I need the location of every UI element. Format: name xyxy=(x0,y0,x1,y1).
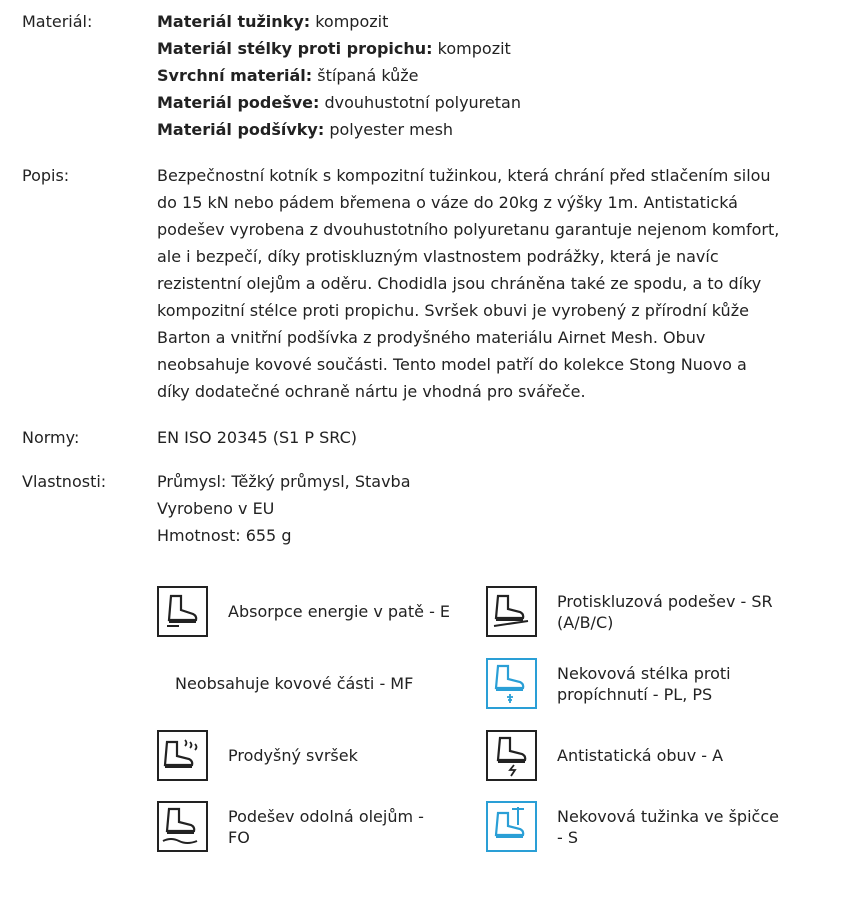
description-line: Bezpečnostní kotník s kompozitní tužinkou, která chrání před stlačením silou xyxy=(157,166,771,185)
boot-heel-icon xyxy=(157,586,208,637)
boot-slip-icon xyxy=(486,586,537,637)
feature-label: Absorpce energie v patě - E xyxy=(228,602,451,621)
feature-label: propíchnutí - PL, PS xyxy=(557,684,713,704)
property-line: Průmysl: Těžký průmysl, Stavba xyxy=(157,472,411,491)
spec-properties xyxy=(22,468,822,549)
feature-label: (A/B/C) xyxy=(557,612,614,632)
feature-label: Neobsahuje kovové části - MF xyxy=(175,674,414,693)
description-line: díky dodatečné ochraně nártu je vhodná pro svářeče. xyxy=(157,382,586,401)
spec-material xyxy=(22,8,822,143)
description-line: podešev vyrobena z dvouhustotního polyuretanu garantuje nejenom komfort, xyxy=(157,220,780,239)
spec-value-norms: EN ISO 20345 (S1 P SRC) xyxy=(157,428,357,447)
spec-label-norms: Normy: xyxy=(22,428,80,447)
boot-toecap-icon xyxy=(486,801,537,852)
description-line: neobsahuje kovové součásti. Tento model patří do kolekce Stong Nuovo a xyxy=(157,355,747,374)
material-row: Svrchní materiál: štípaná kůže xyxy=(157,66,419,85)
spec-value-material xyxy=(157,8,777,143)
feature-label: Nekovová stélka proti xyxy=(557,663,731,683)
boot-nail-icon xyxy=(486,658,537,709)
description-line: rezistentní olejům a oděru. Chodidla jsou chráněna také ze spodu, a to díky xyxy=(157,274,762,293)
feature-protiskluz xyxy=(486,586,773,637)
description-line: kompozitní stélce proti propichu. Svršek obuvi je vyrobený z přírodní kůže xyxy=(157,301,749,320)
spec-value-properties xyxy=(157,468,777,549)
feature-label: Podešev odolná olejům - xyxy=(228,806,424,826)
material-row: Materiál stélky proti propichu: kompozit xyxy=(157,39,511,58)
boot-oil-icon xyxy=(157,801,208,852)
feature-label: Protiskluzová podešev - SR xyxy=(557,591,773,611)
feature-label: - S xyxy=(557,827,579,847)
spec-label-properties: Vlastnosti: xyxy=(22,472,107,491)
feature-prodysny xyxy=(157,730,358,781)
feature-spicka xyxy=(486,801,779,852)
property-line: Hmotnost: 655 g xyxy=(157,526,292,545)
feature-label: Nekovová tužinka ve špičce xyxy=(557,806,779,826)
spec-label-description: Popis: xyxy=(22,166,70,185)
description-line: do 15 kN nebo pádem břemena o váze do 20kg z výšky 1m. Antistatická xyxy=(157,193,738,212)
description-line: ale i bezpečí, díky protiskluzným vlastnostem podrážky, která je navíc xyxy=(157,247,719,266)
material-row: Materiál tužinky: kompozit xyxy=(157,12,389,31)
feature-label: FO xyxy=(228,827,250,847)
boot-breathable-icon xyxy=(157,730,208,781)
material-row: Materiál podešve: dvouhustotní polyuretan xyxy=(157,93,521,112)
description-line: Barton a vnitřní podšívka z prodyšného materiálu Airnet Mesh. Obuv xyxy=(157,328,706,347)
property-line: Vyrobeno v EU xyxy=(157,499,275,518)
material-row: Materiál podšívky: polyester mesh xyxy=(157,120,454,139)
feature-olej xyxy=(157,801,424,852)
feature-antistatic xyxy=(486,730,723,781)
feature-label: Prodyšný svršek xyxy=(228,746,358,765)
feature-label: Antistatická obuv - A xyxy=(557,746,724,765)
spec-value-description xyxy=(157,162,780,405)
spec-norms xyxy=(22,424,822,451)
boot-antistatic-icon xyxy=(486,730,537,781)
feature-absorpce xyxy=(157,586,450,637)
spec-description xyxy=(22,162,822,405)
feature-stelka xyxy=(486,658,731,709)
feature-bez-kovu xyxy=(175,673,413,694)
spec-label-material: Materiál: xyxy=(22,12,93,31)
